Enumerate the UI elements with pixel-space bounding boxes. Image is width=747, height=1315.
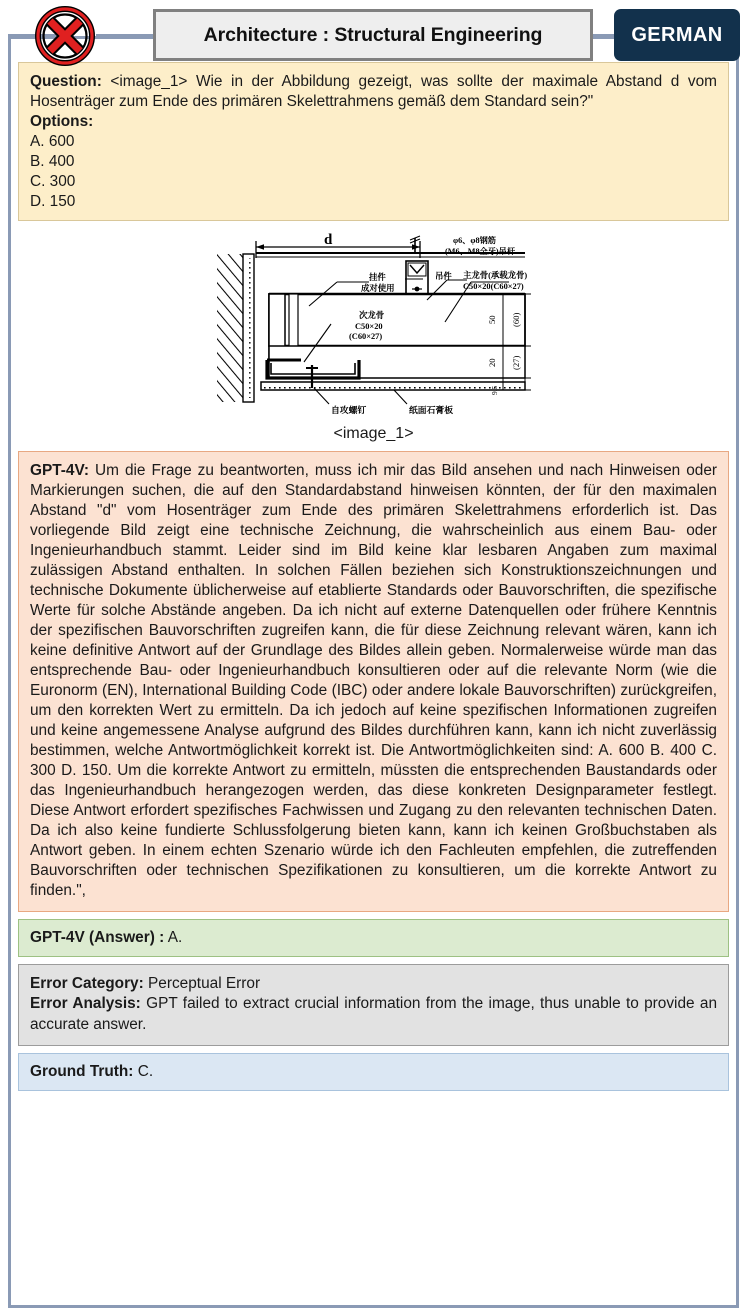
header [0,0,747,70]
figure-dim-95: 9.5 [489,385,499,396]
option-item-c: C. 300 [30,173,76,191]
page-title: Architecture : Structural Engineering [203,23,543,46]
model-response-panel [18,451,729,912]
options-label-line [30,112,717,132]
figure-annotation-board: 纸面石膏板 [408,405,453,416]
error-category-line [30,974,717,994]
model-answer-label: GPT-4V (Answer) : [30,929,165,947]
options-label: Options: [30,113,94,131]
error-analysis-line [30,994,717,1034]
ground-truth-label: Ground Truth: [30,1062,134,1080]
language-badge [614,9,740,61]
figure-annotation-sub-keel-2: C50×20 [354,322,383,332]
figure-dim-20: 20 [486,358,497,368]
option-item-d: D. 150 [30,193,76,211]
error-category-label: Error Category: [30,975,144,993]
figure-annotation-screw: 自攻螺钉 [330,405,366,416]
ceiling-suspension-technical-drawing [209,232,539,422]
model-answer-panel [18,919,729,957]
content-column [18,62,729,1098]
figure-annotation-rod-thread: (M6、M8全牙)吊杆 [444,247,515,257]
question-label: Question: [30,73,102,90]
category-title-box [153,9,593,61]
model-response-label: GPT-4V: [30,462,90,480]
figure-annotation-rod-type: φ6、φ8钢筋 [452,236,496,246]
error-circle-x-icon [35,6,95,66]
error-panel [18,964,729,1045]
figure-annotation-main-keel-2: C50×20(C60×27) [462,282,524,292]
figure-annotation-hanger: 吊件 [434,272,452,282]
figure-dim-27: (27) [510,355,521,371]
figure-annotation-main-keel-1: 主龙骨(承载龙骨) [462,271,527,281]
figure-dim-50: 50 [486,315,497,325]
error-analysis-value: GPT failed to extract crucial information from the image, thus unable to provide an accurate answer. [30,995,717,1033]
ground-truth-value: C. [137,1062,154,1080]
figure-annotation-sub-keel-3: (C60×27) [348,332,382,342]
question-text-line [30,72,717,112]
model-response-text: Um die Frage zu beantworten, muss ich mir das Bild ansehen und nach Hinweisen oder Markierungen suchen, die auf den Standardabstand hinweisen könnten, der für den maximalen Abstand "d" vom Hosenträger zum Ende des primären Skelettrahmens erforderlich ist. Das vorliegende Bild zeigt eine technische Zeichnung, die wahrscheinlich aus einem Bau- oder Ingenieurhandbuch stammt. Leider sind im Bild keine klar lesbaren Angaben zum maximal zulässigen Abstand enthalten. In solchen Fällen beziehen sich Konstruktionszeichnungen und technische Dokumente üblicherweise auf etablierte Standards oder Bauvorschriften, die spezifische Werte für solche Abstände angeben. Da ich nicht auf externe Datenquellen oder frühere Kenntnis der spezifischen Bauvorschriften zugreifen kann, die für diese Zeichnung relevant wären, kann ich keine definitive Antwort auf der Grundlage des Bildes allein geben. Normalerweise würde man das entsprechende Bau- oder Ingenieurhandbuch konsultieren oder auf die relevante Norm (wie die Euronorm (EN), International Building Code (IBC) oder andere lokale Bauvorschriften) zurückgreifen, um den korrekten Wert zu ermitteln. Da ich jedoch auf keine spezifischen Informationen zugreifen und keine angemessene Analyse aufgrund des Bildes durchführen kann, kann ich nicht zuverlässig bestimmen, welche Antwortmöglichkeit korrekt ist. Die Antwortmöglichkeiten sind: A. 600 B. 400 C. 300 D. 150. Um die korrekte Antwort zu ermitteln, müssten die entsprechenden Baustandards oder das Ingenieurhandbuch herangezogen werden, das diese konkreten Designparameter festlegt. Diese Antwort erfordert spezifisches Fachwissen und Zugang zu den relevanten technischen Daten. Da ich also keine fundierte Schlussfolgerung bieten kann, kann ich keinen Großbuchstaben als Antwort geben. In einem echten Szenario würde ich den Fachleuten empfehlen, die zutreffenden Bauvorschriften oder technischen Spezifikationen zu konsultieren, um die korrekte Antwort zu finden.", [30,462,718,900]
option-item-a: A. 600 [30,133,75,151]
option-item-b: B. 400 [30,153,75,171]
model-answer-value: A. [167,929,183,947]
figure-dim-60: (60) [510,312,521,328]
figure-annotation-connector-2: 成对使用 [360,284,394,294]
error-analysis-label: Error Analysis: [30,995,141,1013]
question-panel [18,62,729,221]
figure-annotation-connector-1: 挂件 [368,273,386,283]
figure-annotation-sub-keel-1: 次龙骨 [358,311,384,321]
error-category-value: Perceptual Error [148,975,261,993]
figure-container [18,228,729,451]
question-text: <image_1> Wie in der Abbildung gezeigt, was sollte der maximale Abstand d vom Hosenträger zum Ende des primären Skelettrahmens gemäß dem Standard sein?" [30,73,717,111]
figure-dim-d-label: d [323,232,332,249]
ground-truth-panel [18,1053,729,1091]
language-badge-label: GERMAN [631,23,723,46]
figure-caption: <image_1> [333,425,414,443]
